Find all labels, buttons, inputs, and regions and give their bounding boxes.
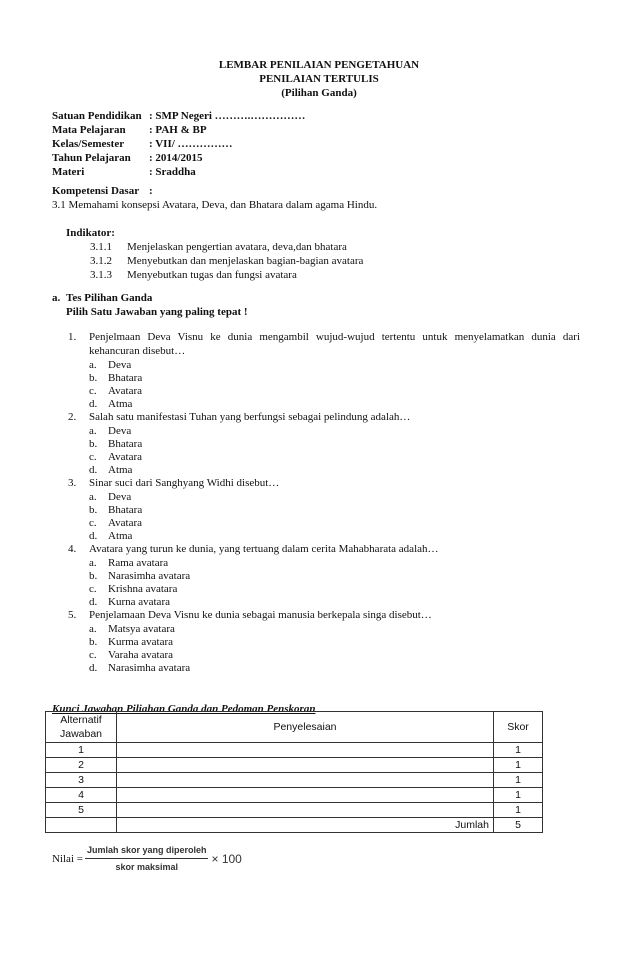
answer-option xyxy=(68,529,580,542)
question-number: 1. xyxy=(68,331,77,343)
option-letter: a. xyxy=(89,359,97,371)
info-value: : VII/ …………… xyxy=(149,138,233,150)
answer-option xyxy=(68,661,580,674)
indikator-text: Menjelaskan pengertian avatara, deva,dan bhatara xyxy=(127,241,347,253)
option-letter: c. xyxy=(89,649,97,661)
option-letter: a. xyxy=(89,491,97,503)
section-heading xyxy=(52,291,248,319)
kompetensi-text: 3.1 Memahami konsepsi Avatara, Deva, dan Bhatara dalam agama Hindu. xyxy=(52,199,378,211)
question-stem xyxy=(68,608,580,622)
table-row xyxy=(46,743,543,758)
option-letter: c. xyxy=(89,451,97,463)
option-text: Bhatara xyxy=(108,372,143,384)
option-text: Varaha avatara xyxy=(108,649,174,661)
indikator-number: 3.1.2 xyxy=(90,255,112,267)
nilai-multiplier: × 100 xyxy=(211,851,242,866)
answer-option xyxy=(68,595,580,608)
cell-score: 1 xyxy=(494,743,543,758)
option-letter: b. xyxy=(89,570,98,582)
option-letter: d. xyxy=(89,398,98,410)
option-letter: c. xyxy=(89,517,97,529)
info-value: : 2014/2015 xyxy=(149,152,203,164)
cell-solution xyxy=(117,788,494,803)
cell-empty xyxy=(46,818,117,833)
indikator-item xyxy=(66,254,363,268)
fraction-denominator: skor maksimal xyxy=(115,862,178,872)
answer-option xyxy=(68,648,580,661)
indikator-item xyxy=(66,268,363,282)
option-text: Bhatara xyxy=(108,504,143,516)
indikator-block xyxy=(66,226,363,282)
question-text: Avatara yang turun ke dunia, yang tertuang dalam cerita Mahabharata adalah… xyxy=(89,543,439,555)
question-item xyxy=(68,608,580,674)
question-item xyxy=(68,330,580,410)
option-letter: d. xyxy=(89,662,98,674)
answer-option xyxy=(68,424,580,437)
question-number: 5. xyxy=(68,609,77,621)
indikator-number: 3.1.1 xyxy=(90,241,112,253)
option-letter: b. xyxy=(89,504,98,516)
option-letter: d. xyxy=(89,464,98,476)
kompetensi-colon: : xyxy=(149,185,153,197)
indikator-number: 3.1.3 xyxy=(90,269,112,281)
option-letter: b. xyxy=(89,636,98,648)
cell-alt: 3 xyxy=(46,773,117,788)
cell-solution xyxy=(117,773,494,788)
answer-option xyxy=(68,569,580,582)
option-text: Deva xyxy=(108,359,132,371)
answer-option xyxy=(68,384,580,397)
option-text: Narasimha avatara xyxy=(108,570,191,582)
table-header-row xyxy=(46,712,543,743)
option-letter: a. xyxy=(89,425,97,437)
answer-option xyxy=(68,358,580,371)
question-number: 2. xyxy=(68,411,77,423)
option-text: Rama avatara xyxy=(108,557,169,569)
table-total-row xyxy=(46,818,543,833)
indikator-text: Menyebutkan dan menjelaskan bagian-bagian avatara xyxy=(127,255,364,267)
cell-score: 1 xyxy=(494,803,543,818)
option-letter: a. xyxy=(89,557,97,569)
table-row xyxy=(46,773,543,788)
cell-score: 1 xyxy=(494,788,543,803)
question-item xyxy=(68,476,580,542)
option-letter: d. xyxy=(89,530,98,542)
answer-option xyxy=(68,437,580,450)
nilai-label: Nilai = xyxy=(52,852,83,865)
title-line-3: (Pilihan Ganda) xyxy=(281,87,357,99)
option-text: Krishna avatara xyxy=(108,583,178,595)
identity-block xyxy=(52,109,305,179)
info-row xyxy=(52,151,305,165)
title-line-1: LEMBAR PENILAIAN PENGETAHUAN xyxy=(218,59,420,71)
question-number: 3. xyxy=(68,477,77,489)
cell-alt: 5 xyxy=(46,803,117,818)
option-letter: c. xyxy=(89,385,97,397)
question-text: Salah satu manifestasi Tuhan yang berfungsi sebagai pelindung adalah… xyxy=(89,411,411,423)
total-label: Jumlah xyxy=(117,818,494,833)
option-text: Deva xyxy=(108,425,132,437)
header-penyelesaian: Penyelesaian xyxy=(117,712,494,743)
answer-option xyxy=(68,516,580,529)
nilai-formula xyxy=(52,843,242,874)
info-row xyxy=(52,123,305,137)
option-text: Avatara xyxy=(108,451,142,463)
answer-option xyxy=(68,582,580,595)
answer-option xyxy=(68,503,580,516)
option-text: Bhatara xyxy=(108,438,143,450)
question-stem xyxy=(68,410,580,424)
option-letter: b. xyxy=(89,438,98,450)
option-text: Atma xyxy=(108,530,133,542)
question-list xyxy=(68,330,580,674)
cell-score: 1 xyxy=(494,758,543,773)
option-letter: a. xyxy=(89,623,97,635)
info-value: : SMP Negeri ……….…………… xyxy=(149,110,306,122)
option-text: Atma xyxy=(108,464,133,476)
question-stem xyxy=(68,330,580,358)
answer-option xyxy=(68,371,580,384)
info-row xyxy=(52,109,305,123)
kompetensi-label: Kompetensi Dasar xyxy=(52,185,140,197)
option-text: Atma xyxy=(108,398,133,410)
section-instruction: Pilih Satu Jawaban yang paling tepat ! xyxy=(66,306,248,318)
answer-option xyxy=(68,490,580,503)
header-alternatif: Alternatif Jawaban xyxy=(46,712,117,743)
option-letter: b. xyxy=(89,372,98,384)
kompetensi-dasar xyxy=(52,184,377,212)
option-text: Kurma avatara xyxy=(108,636,174,648)
question-item xyxy=(68,410,580,476)
cell-solution xyxy=(117,803,494,818)
info-value: : PAH & BP xyxy=(149,124,207,136)
section-letter: a. xyxy=(52,292,61,304)
info-row xyxy=(52,137,305,151)
cell-alt: 4 xyxy=(46,788,117,803)
answer-option xyxy=(68,556,580,569)
question-item xyxy=(68,542,580,608)
title-line-2: PENILAIAN TERTULIS xyxy=(259,73,379,85)
table-row xyxy=(46,803,543,818)
answer-key-title-text: Kunci Jawaban Piliahan Ganda dan Pedoman Penskoran xyxy=(52,703,316,715)
indikator-text: Menyebutkan tugas dan fungsi avatara xyxy=(127,269,297,281)
option-text: Matsya avatara xyxy=(108,623,175,635)
indikator-item xyxy=(66,240,363,254)
option-text: Kurna avatara xyxy=(108,596,170,608)
info-label: Kelas/Semester xyxy=(52,138,125,150)
cell-solution xyxy=(117,743,494,758)
option-text: Avatara xyxy=(108,517,142,529)
info-row xyxy=(52,165,305,179)
question-stem xyxy=(68,476,580,490)
answer-option xyxy=(68,622,580,635)
option-letter: c. xyxy=(89,583,97,595)
nilai-fraction xyxy=(85,843,209,874)
cell-alt: 2 xyxy=(46,758,117,773)
answer-option xyxy=(68,463,580,476)
info-value: : Sraddha xyxy=(149,166,196,178)
info-label: Tahun Pelajaran xyxy=(52,152,131,164)
cell-score: 1 xyxy=(494,773,543,788)
indikator-heading: Indikator: xyxy=(66,227,115,239)
total-value: 5 xyxy=(494,818,543,833)
info-label: Mata Pelajaran xyxy=(52,124,126,136)
section-title-line xyxy=(52,291,248,305)
answer-option xyxy=(68,450,580,463)
option-text: Narasimha avatara xyxy=(108,662,191,674)
answer-key-table xyxy=(45,711,543,833)
answer-option xyxy=(68,635,580,648)
option-text: Avatara xyxy=(108,385,142,397)
document-title xyxy=(0,58,638,100)
option-text: Deva xyxy=(108,491,132,503)
option-letter: d. xyxy=(89,596,98,608)
cell-alt: 1 xyxy=(46,743,117,758)
question-text: Sinar suci dari Sanghyang Widhi disebut… xyxy=(89,477,280,489)
info-label: Satuan Pendidikan xyxy=(52,110,142,122)
cell-solution xyxy=(117,758,494,773)
table-row xyxy=(46,758,543,773)
info-label: Materi xyxy=(52,166,85,178)
question-stem xyxy=(68,542,580,556)
fraction-numerator: Jumlah skor yang diperoleh xyxy=(85,843,209,859)
section-title: Tes Pilihan Ganda xyxy=(66,292,153,304)
kompetensi-heading xyxy=(52,184,377,198)
question-number: 4. xyxy=(68,543,77,555)
answer-option xyxy=(68,397,580,410)
question-text: Penjelamaan Deva Visnu ke dunia sebagai manusia berkepala singa disebut… xyxy=(89,609,432,621)
table-row xyxy=(46,788,543,803)
question-text: Penjelmaan Deva Visnu ke dunia mengambil wujud-wujud tertentu untuk menyelamatkan dunia dari kehancuran disebut… xyxy=(89,331,580,357)
header-skor: Skor xyxy=(494,712,543,743)
